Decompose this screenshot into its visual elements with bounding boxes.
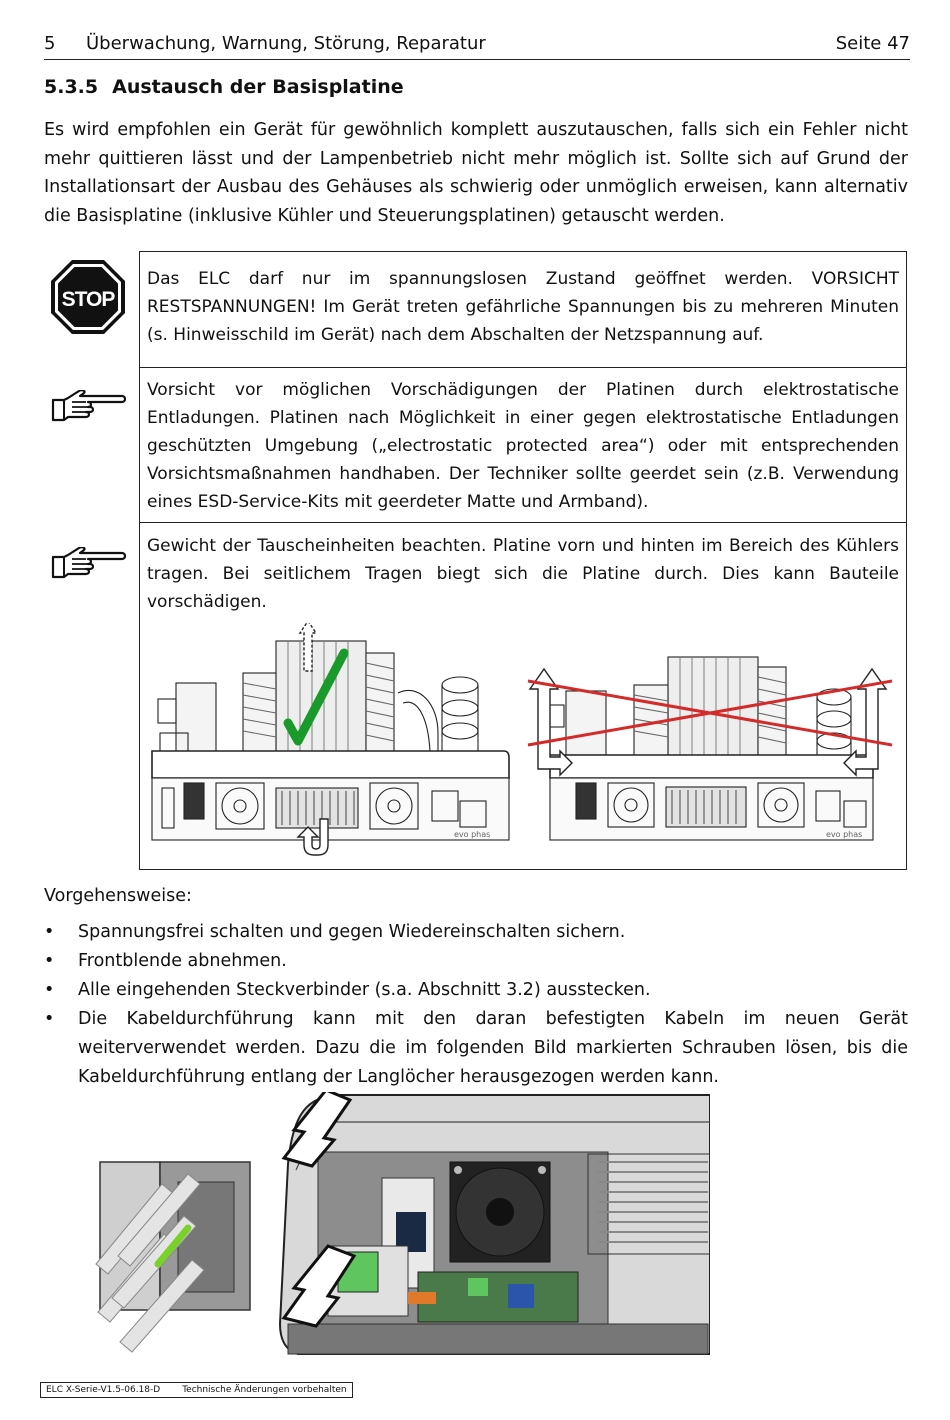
notice-weight-text: Gewicht der Tauscheinheiten beachten. Platine vorn und hinten im Bereich des Kühlers tragen. Bei seitlichem Tragen biegt sich die Platine durch. Dies kann Bauteile vorschädigen. bbox=[147, 536, 899, 612]
section-heading bbox=[44, 76, 404, 98]
section-number: 5.3.5 bbox=[44, 76, 99, 98]
notice-esd bbox=[139, 367, 907, 523]
page-footer bbox=[40, 1382, 353, 1398]
chapter-title: Überwachung, Warnung, Störung, Reparatur bbox=[86, 33, 486, 54]
cable-gland-removal-diagram bbox=[88, 1092, 710, 1362]
brand-label-left: evo phas bbox=[454, 830, 491, 839]
incorrect-carrying-diagram bbox=[526, 623, 900, 863]
procedure-steps bbox=[44, 918, 908, 1092]
stop-sign-label: STOP bbox=[61, 288, 115, 311]
list-item: • Spannungsfrei schalten und gegen Wiedereinschalten sichern. bbox=[44, 918, 908, 947]
notice-weight bbox=[139, 522, 907, 870]
pointing-hand-icon bbox=[50, 390, 126, 424]
chapter-number: 5 bbox=[44, 33, 56, 54]
brand-label-right: evo phas bbox=[826, 830, 863, 839]
list-item: • Frontblende abnehmen. bbox=[44, 947, 908, 976]
list-item: • Die Kabeldurchführung kann mit den daran befestigten Kabeln im neuen Gerät weiterverwendet werden. Dazu die im folgenden Bild markierten Schrauben lösen, bis die Kabeldurchführung entlang der Langlöcher herausgezogen werden kann. bbox=[44, 1005, 908, 1092]
pointing-hand-icon bbox=[50, 547, 126, 581]
notice-stop-text: Das ELC darf nur im spannungslosen Zustand geöffnet werden. VORSICHT RESTSPANNUNGEN! Im Gerät treten gefährliche Spannungen bis zu mehreren Minuten (s. Hinweisschild im Gerät) nach dem Abschalten der Netzspannung auf. bbox=[147, 269, 899, 345]
intro-paragraph: Es wird empfohlen ein Gerät für gewöhnlich komplett auszutauschen, falls sich ein Fehler nicht mehr quittieren lässt und der Lampenbetrieb nicht mehr möglich ist. Sollte sich auf Grund der Installationsart der Ausbau des Gehäuses als schwierig oder unmöglich erweisen, kann alternativ die Basisplatine (inklusive Kühler und Steuerungsplatinen) getauscht werden. bbox=[44, 120, 908, 226]
notice-stop bbox=[139, 251, 907, 368]
stop-sign-icon bbox=[50, 259, 126, 335]
notice-esd-text: Vorsicht vor möglichen Vorschädigungen der Platinen durch elektrostatische Entladungen. Platinen nach Möglichkeit in einer gegen elektrostatische Entladungen geschützten Umgebung („electrostatic protected area“) oder mit entsprechenden Vorsichtsmaßnahmen handhaben. Der Techniker sollte geerdet sein (z.B. Verwendung eines ESD-Service-Kits mit geerdeter Matte und Armband). bbox=[147, 380, 899, 512]
list-item: • Alle eingehenden Steckverbinder (s.a. Abschnitt 3.2) ausstecken. bbox=[44, 976, 908, 1005]
page-number: Seite 47 bbox=[835, 33, 910, 54]
page-header bbox=[44, 33, 910, 60]
footer-doc-id: ELC X-Serie-V1.5-06.18-D bbox=[46, 1385, 161, 1395]
footer-note: Technische Änderungen vorbehalten bbox=[182, 1385, 347, 1395]
procedure-label: Vorgehensweise: bbox=[44, 886, 192, 906]
correct-carrying-diagram bbox=[148, 623, 510, 863]
section-title: Austausch der Basisplatine bbox=[112, 76, 404, 98]
